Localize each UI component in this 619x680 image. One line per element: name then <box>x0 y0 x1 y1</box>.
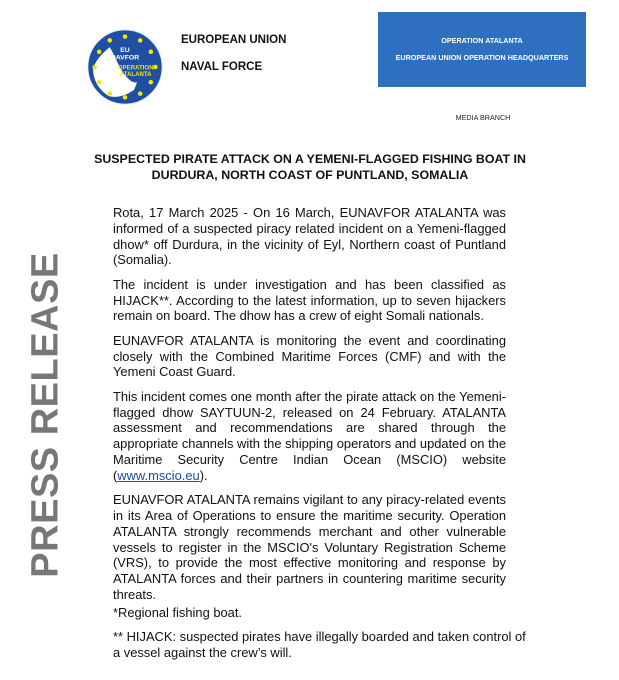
hq-line-operation: OPERATION ATALANTA <box>441 36 523 45</box>
eu-navfor-logo <box>87 29 163 105</box>
paragraph-3: EUNAVFOR ATALANTA is monitoring the event and coordinating closely with the Combined Maritime Forces (CMF) and with the Yemeni Coast Guard. <box>113 332 506 380</box>
logo-text-navfor: NAVFOR <box>110 54 140 62</box>
hq-line-headquarters: EUROPEAN UNION OPERATION HEADQUARTERS <box>395 53 569 62</box>
paragraph-4 <box>113 389 506 484</box>
headquarters-box <box>378 12 586 87</box>
footnotes <box>113 605 533 670</box>
mscio-link[interactable]: www.mscio.eu <box>117 467 200 483</box>
organization-name <box>181 27 286 81</box>
media-branch-label: MEDIA BRANCH <box>455 113 511 122</box>
paragraph-5: EUNAVFOR ATALANTA remains vigilant to any piracy-related events in its Area of Operations to ensure the maritime security. Operation ATALANTA strongly recommends merchant and other vulnerable vessels to register in the MSCIO's Voluntary Registration Scheme (VRS), to provide the most effective monitoring and response by ATALANTA forces and their partners in countering maritime security threats. <box>113 492 506 602</box>
document-title: SUSPECTED PIRATE ATTACK ON A YEMENI-FLAGGED FISHING BOAT IN DURDURA, NORTH COAST OF PUNTLAND, SOMALIA <box>94 152 526 182</box>
paragraph-1: Rota, 17 March 2025 - On 16 March, EUNAVFOR ATALANTA was informed of a suspected piracy related incident on a Yemeni-flagged dhow* off Durdura, in the vicinity of Eyl, Northern coast of Puntland (Somalia). <box>113 205 506 268</box>
footnote-1: *Regional fishing boat. <box>113 605 242 620</box>
logo-text-eu: EU <box>120 46 130 54</box>
paragraph-4-text: This incident comes one month after the pirate attack on the Yemeni-flagged dhow SAYTUUN-2, released on 24 February. ATALANTA assessment and recommendations are shared through the appropriate channels with the shipping operators and updated on the Maritime Security Centre Indian Ocean (MSCIO) website ( <box>113 388 506 483</box>
logo-text-atalanta: ATALANTA <box>119 71 152 79</box>
press-release-label: PRESS RELEASE <box>24 252 67 578</box>
org-line-european-union: EUROPEAN UNION <box>181 34 287 46</box>
logo-text-operation: OPERATION <box>117 64 154 72</box>
paragraph-2: The incident is under investigation and has been classified as HIJACK**. According to the latest information, up to seven hijackers remain on board. The dhow has a crew of eight Somali nationals. <box>113 276 506 324</box>
document-body <box>113 205 506 611</box>
org-line-naval-force: NAVAL FORCE <box>181 61 263 73</box>
paragraph-4-end: ). <box>199 467 208 483</box>
footnote-2: ** HIJACK: suspected pirates have illegally boarded and taken control of a vessel against the crew’s will. <box>113 629 526 661</box>
